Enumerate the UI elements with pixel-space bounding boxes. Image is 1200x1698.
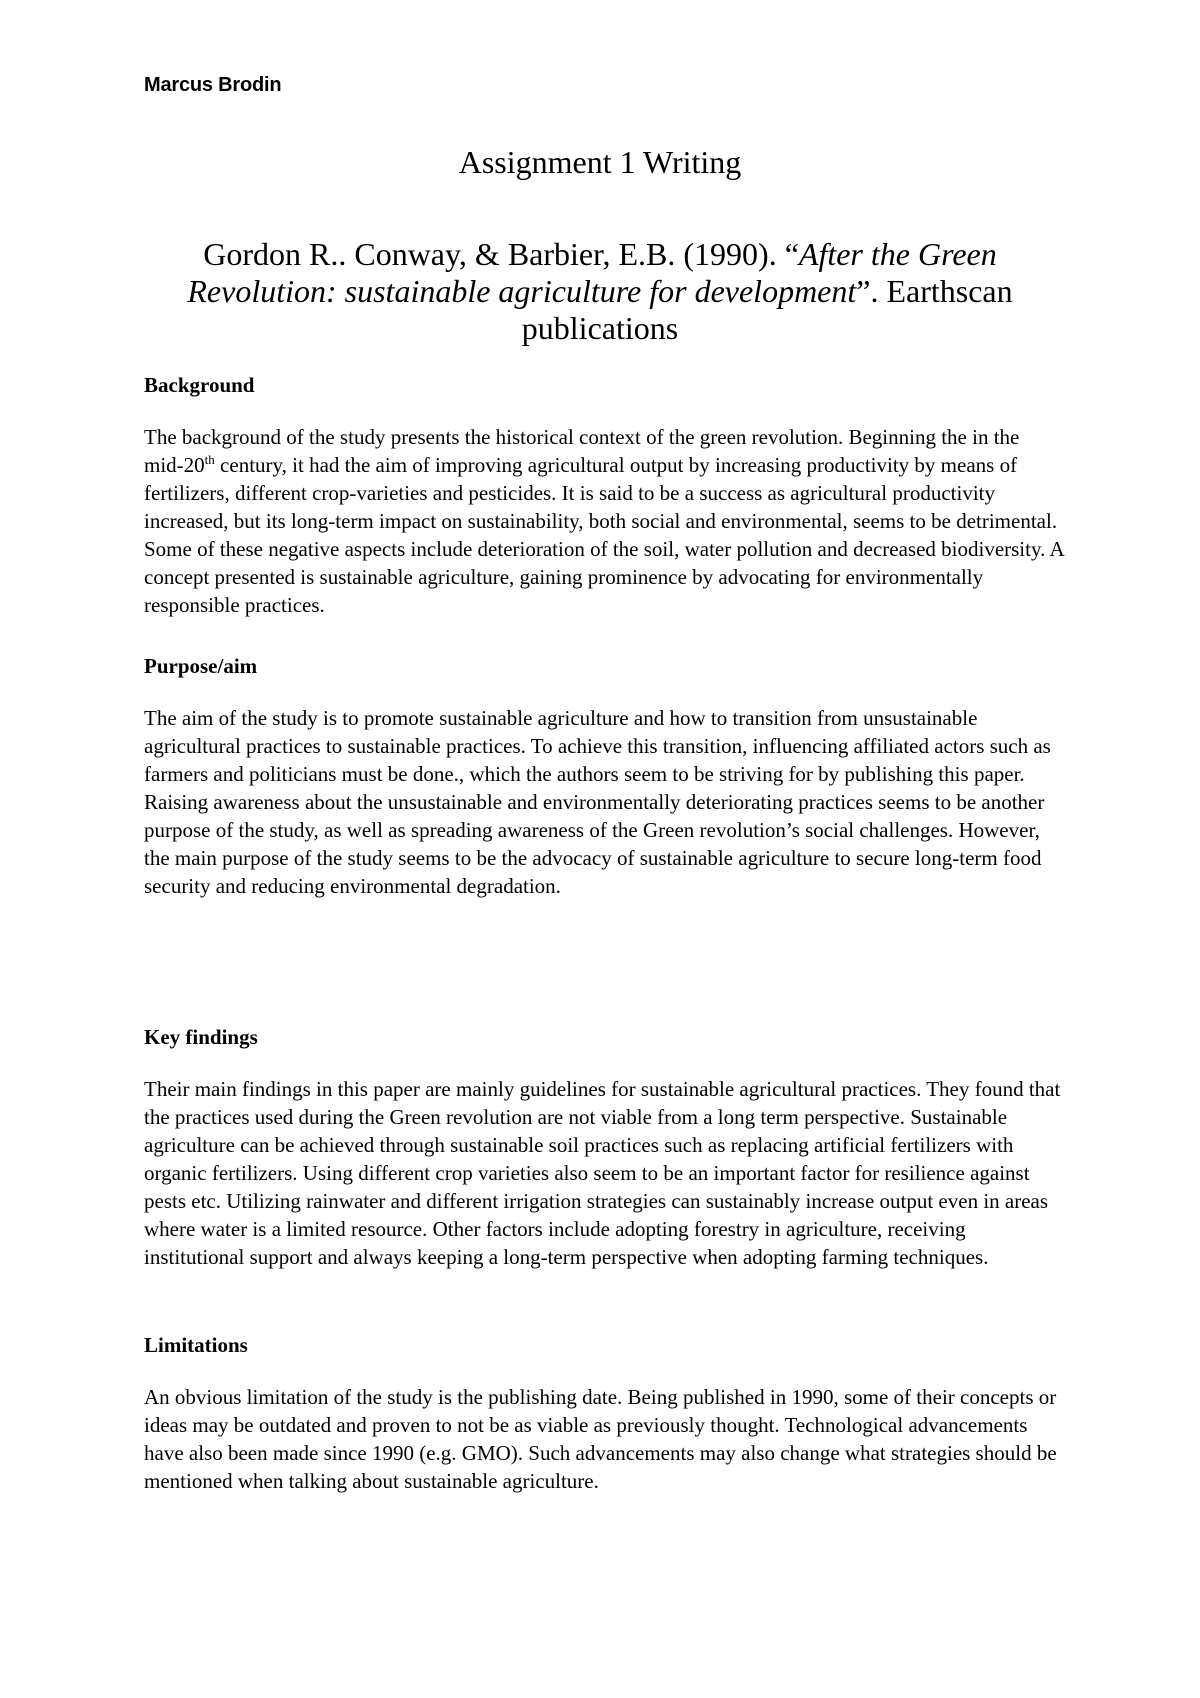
citation-authors-year: Gordon R.. Conway, & Barbier, E.B. (1990). “ <box>203 236 799 272</box>
document-title: Assignment 1 Writing <box>458 144 742 180</box>
citation <box>150 236 1050 347</box>
section-purpose <box>144 652 1064 900</box>
section-limitations <box>144 1331 1064 1495</box>
background-text-start: The background of the study presents the historical context of the green revolution. Beginning the in the mid-20 <box>144 425 1020 477</box>
section-heading-purpose: Purpose/aim <box>144 654 258 678</box>
section-heading-key-findings: Key findings <box>144 1025 258 1049</box>
section-text-background <box>144 423 1064 619</box>
citation-work-title: After the Green Revolution: sustainable agriculture for development <box>187 236 997 309</box>
section-background <box>144 371 1064 619</box>
section-heading-limitations: Limitations <box>144 1333 248 1357</box>
background-text-end: century, it had the aim of improving agricultural output by increasing productivity by means of fertilizers, different crop-varieties and pesticides. It is said to be a success as agricultural productivity increased, but its long-term impact on sustainability, both social and environmental, seems to be detrimental. Some of these negative aspects include deterioration of the soil, water pollution and decreased biodiversity. A concept presented is sustainable agriculture, gaining prominence by advocating for environmentally responsible practices. <box>144 453 1064 617</box>
author-name: Marcus Brodin <box>144 74 282 96</box>
ordinal-superscript: th <box>204 452 215 467</box>
section-text-limitations: An obvious limitation of the study is the publishing date. Being published in 1990, some of their concepts or ideas may be outdated and proven to not be as viable as previously thought. Technological advancements have also been made since 1990 (e.g. GMO). Such advancements may also change what strategies should be mentioned when talking about sustainable agriculture. <box>144 1385 1057 1493</box>
section-text-key-findings: Their main findings in this paper are mainly guidelines for sustainable agricultural practices. They found that the practices used during the Green revolution are not viable from a long term perspective. Sustainable agriculture can be achieved through sustainable soil practices such as replacing artificial fertilizers with organic fertilizers. Using different crop varieties also seem to be an important factor for resilience against pests etc. Utilizing rainwater and different irrigation strategies can sustainably increase output even in areas where water is a limited resource. Other factors include adopting forestry in agriculture, receiving institutional support and always keeping a long-term perspective when adopting farming techniques. <box>144 1077 1061 1269</box>
section-key-findings <box>144 1023 1064 1271</box>
section-text-purpose: The aim of the study is to promote sustainable agriculture and how to transition from unsustainable agricultural practices to sustainable practices. To achieve this transition, influencing affiliated actors such as farmers and politicians must be done., which the authors seem to be striving for by publishing this paper. Raising awareness about the unsustainable and environmentally deteriorating practices seems to be another purpose of the study, as well as spreading awareness of the Green revolution’s social challenges. However, the main purpose of the study seems to be the advocacy of sustainable agriculture to secure long-term food security and reducing environmental degradation. <box>144 706 1051 898</box>
citation-publisher: ”. Earthscan publications <box>521 273 1013 346</box>
section-heading-background: Background <box>144 373 255 397</box>
